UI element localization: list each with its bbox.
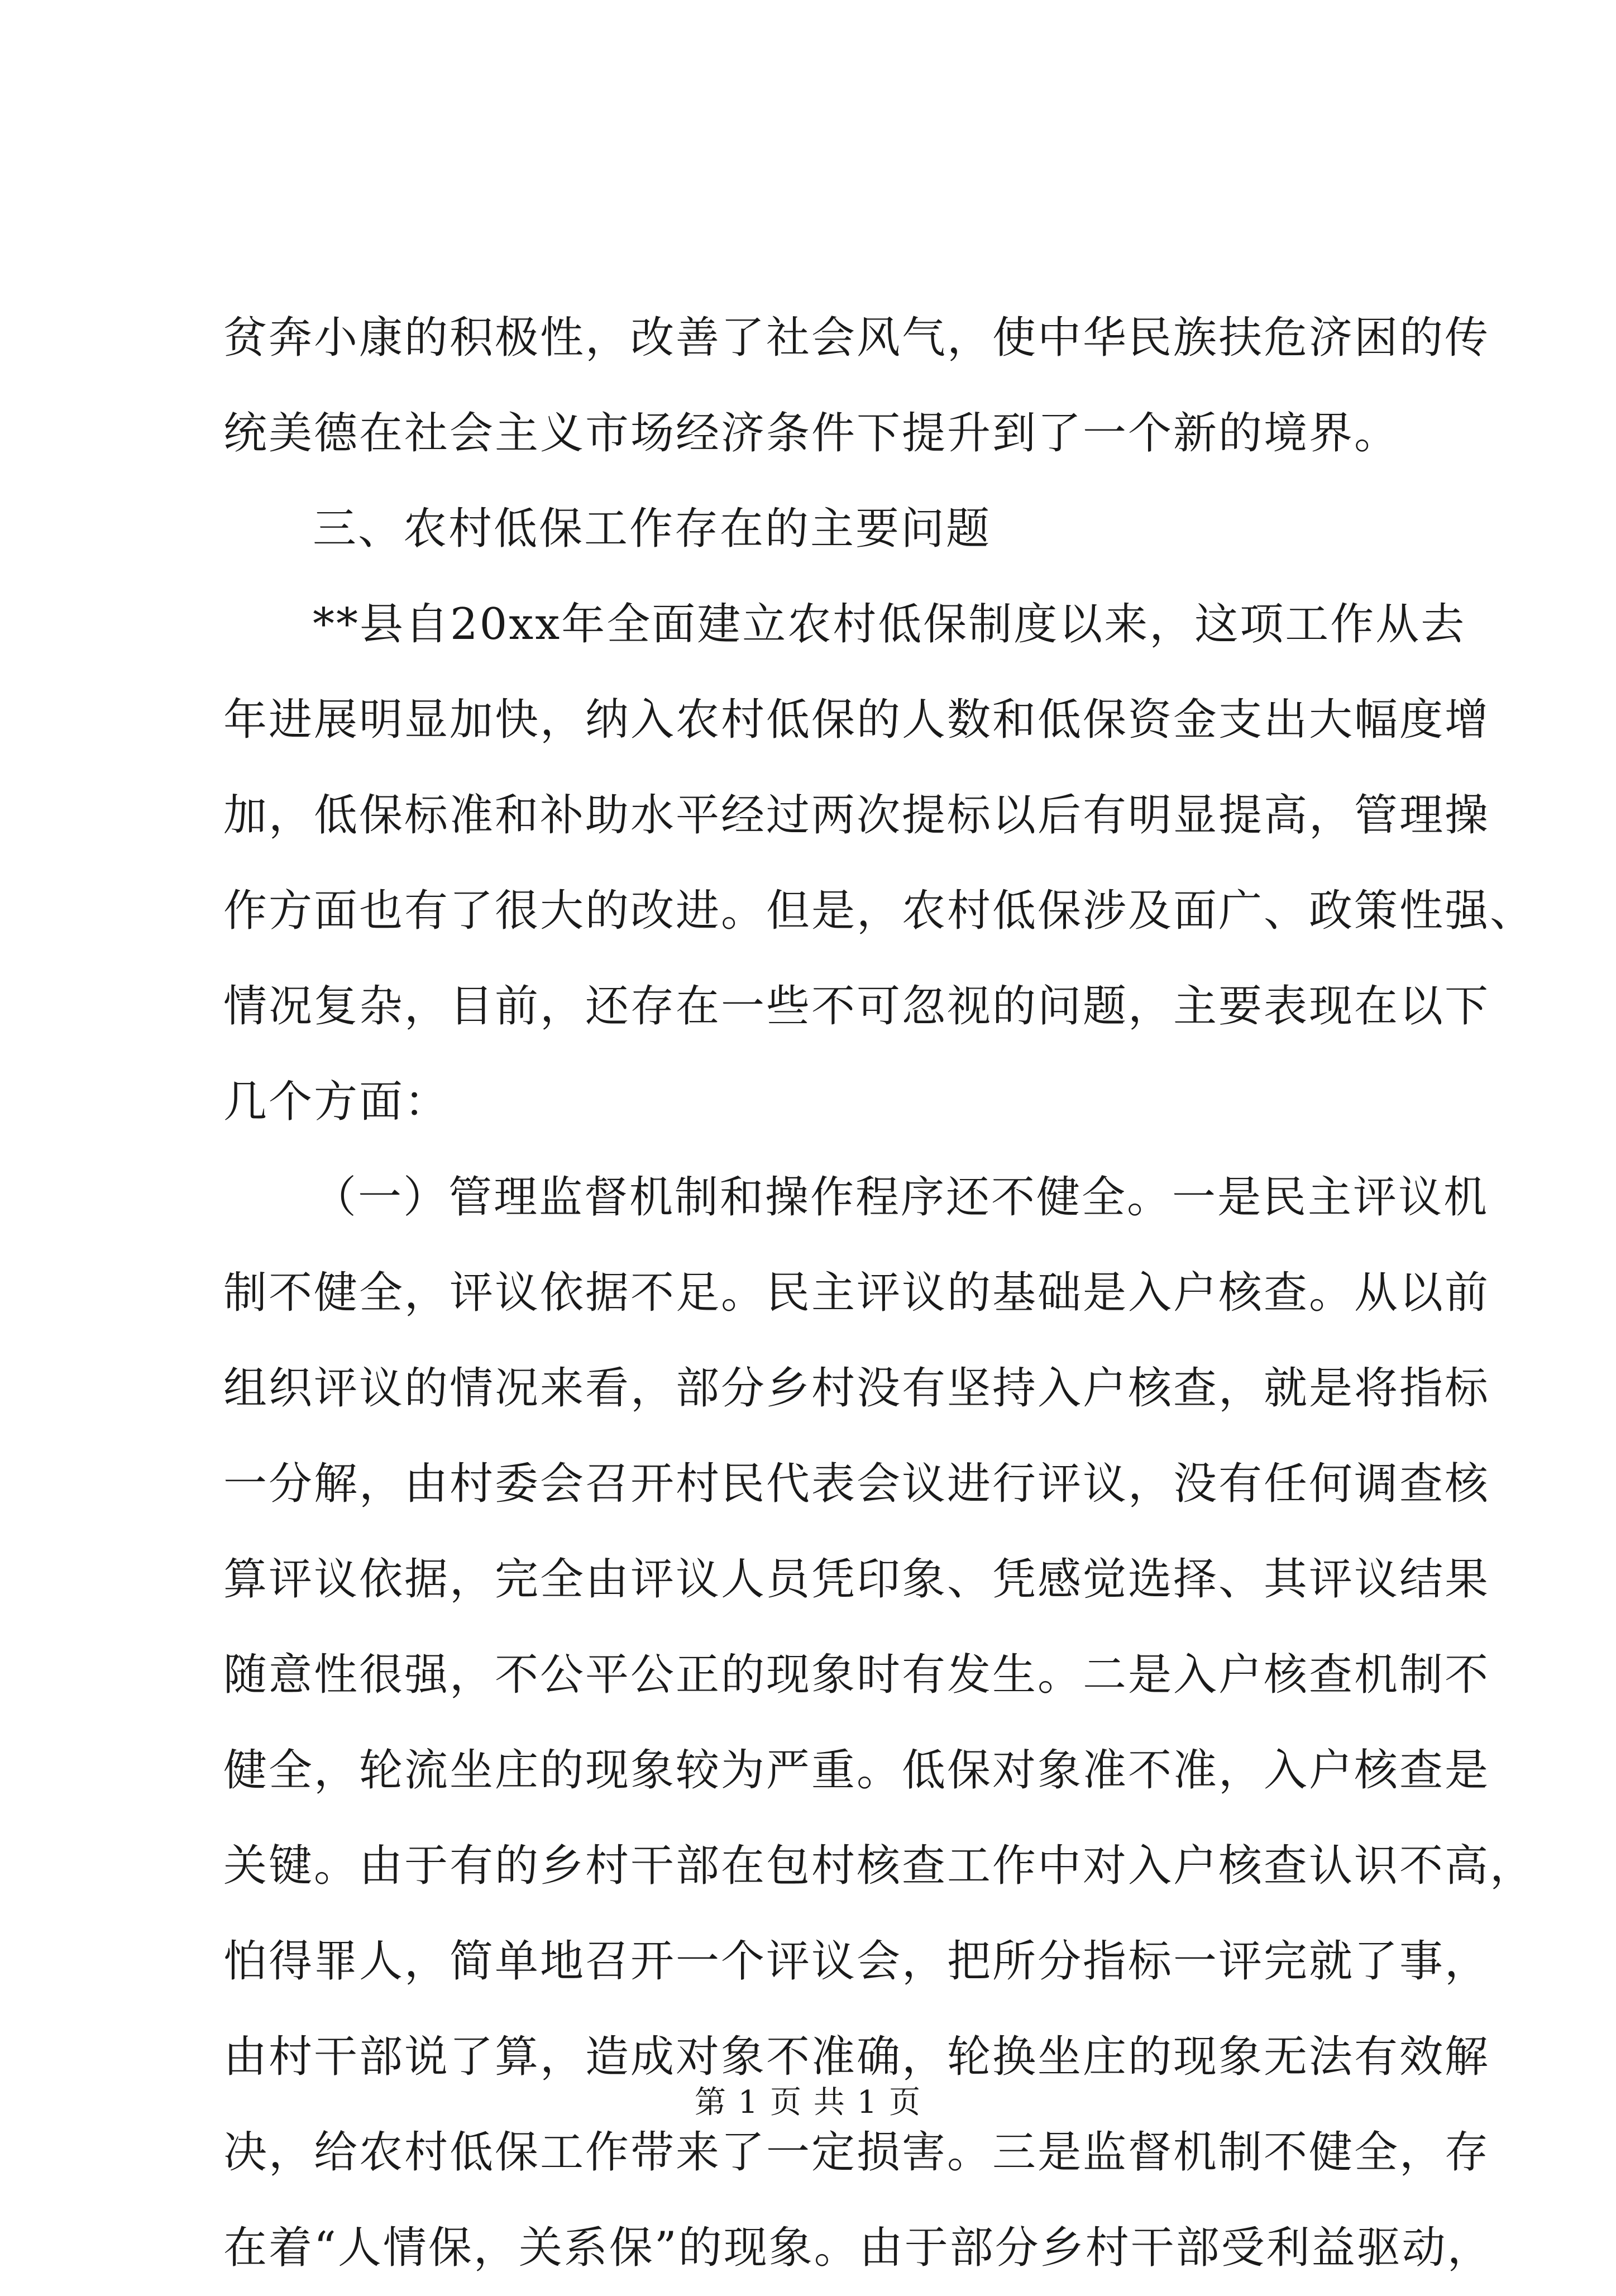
- text-line: 算评议依据，完全由评议人员凭印象、凭感觉选择、其评议结果: [223, 1554, 1490, 1605]
- text-line: 情况复杂，目前，还存在一些不可忽视的问题，主要表现在以下: [223, 981, 1490, 1032]
- text-line: 随意性很强，不公平公正的现象时有发生。二是入户核查机制不: [223, 1650, 1490, 1700]
- text-line: 在着“人情保，关系保”的现象。由于部分乡村干部受利益驱动，: [223, 2223, 1493, 2273]
- text-line: 关键。由于有的乡村干部在包村核查工作中对入户核查认识不高，: [223, 1841, 1536, 1891]
- text-line: 组织评议的情况来看，部分乡村没有坚持入户核查，就是将指标: [223, 1363, 1490, 1414]
- text-line: 决，给农村低保工作带来了一定损害。三是监督机制不健全，存: [223, 2127, 1490, 2178]
- text-line: **县自20xx年全面建立农村低保制度以来，这项工作从去: [313, 599, 1466, 650]
- text-line: 怕得罪人，简单地召开一个评议会，把所分指标一评完就了事，: [223, 1936, 1490, 1987]
- text-line: 统美德在社会主义市场经济条件下提升到了一个新的境界。: [223, 408, 1400, 459]
- document-body: [223, 290, 1536, 2296]
- text-line: 贫奔小康的积极性，改善了社会风气，使中华民族扶危济困的传: [223, 313, 1490, 363]
- text-line: （一）管理监督机制和操作程序还不健全。一是民主评议机: [313, 1172, 1489, 1223]
- page-footer: 第 1 页 共 1 页: [694, 2084, 922, 2121]
- text-line: 几个方面：: [223, 1077, 450, 1127]
- text-line: 制不健全，评议依据不足。民主评议的基础是入户核查。从以前: [223, 1268, 1490, 1318]
- text-line: 由村干部说了算，造成对象不准确，轮换坐庄的现象无法有效解: [223, 2032, 1490, 2082]
- text-line: 健全，轮流坐庄的现象较为严重。低保对象准不准，入户核查是: [223, 1745, 1490, 1796]
- text-line: 一分解，由村委会召开村民代表会议进行评议，没有任何调查核: [223, 1459, 1490, 1509]
- text-line: 作方面也有了很大的改进。但是，农村低保涉及面广、政策性强、: [223, 886, 1536, 936]
- text-line: 年进展明显加快，纳入农村低保的人数和低保资金支出大幅度增: [223, 695, 1490, 745]
- text-line: 加，低保标准和补助水平经过两次提标以后有明显提高，管理操: [223, 790, 1490, 841]
- text-line: 三、农村低保工作存在的主要问题: [313, 504, 992, 554]
